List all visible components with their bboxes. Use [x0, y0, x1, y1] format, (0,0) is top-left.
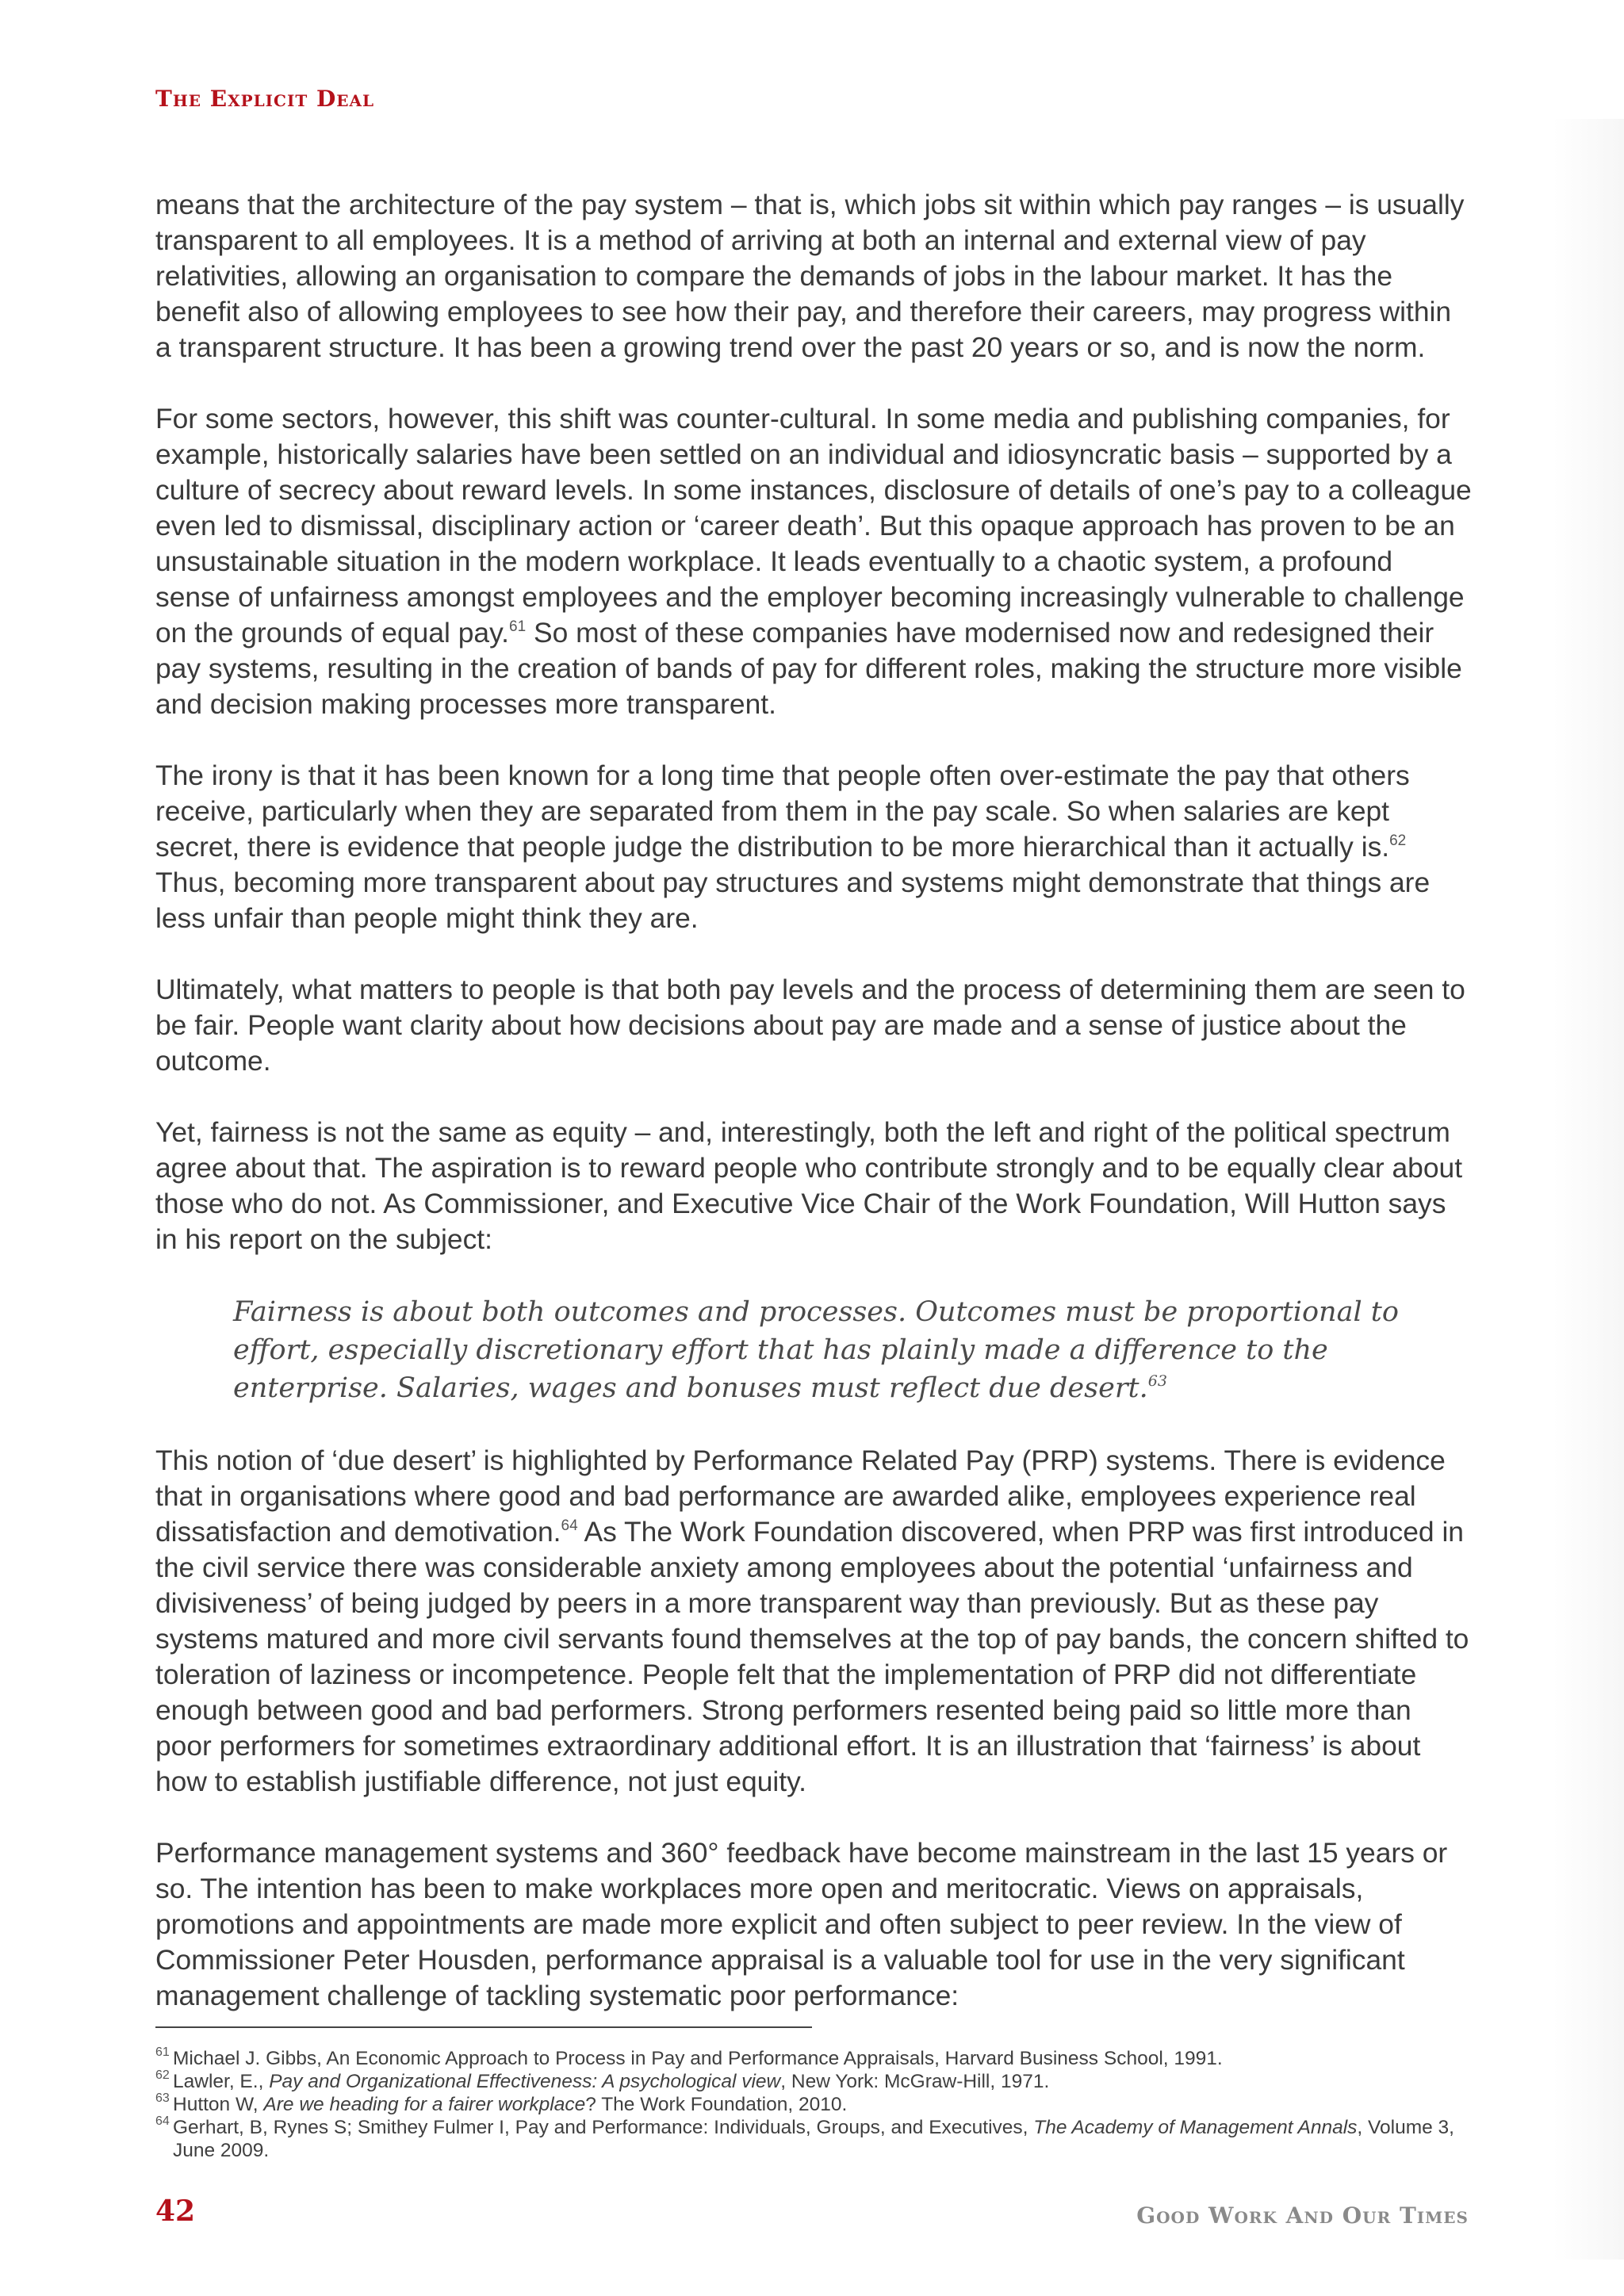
- paragraph-2-text-b: So most of these companies have modernised now and redesigned their pay systems, resulting in the creation of bands of pay for different roles, making the structure more visible and decision making processes more transparent.: [155, 617, 1462, 720]
- footnote-64: [155, 2116, 1456, 2162]
- footnote-divider: [155, 2026, 812, 2028]
- footnote-62: [155, 2070, 1456, 2093]
- paragraph-3-text-a: The irony is that it has been known for a long time that people often over-estimate the pay that others receive, particularly when they are separated from them in the pay scale. So when salaries are kept secret, there is evidence that people judge the distribution to be more hierarchical than it actually is.: [155, 760, 1410, 863]
- paragraph-6-text-b: As The Work Foundation discovered, when PRP was first introduced in the civil service there was considerable anxiety among employees about the potential ‘unfairness and divisiveness’ of being judged by peers in a more transparent way than previously. But as these pay systems matured and more civil servants found themselves at the top of pay bands, the concern shifted to toleration of laziness or incompetence. People felt that the implementation of PRP did not differentiate enough between good and bad performers. Strong performers resented being paid so little more than poor performers for sometimes extraordinary additional effort. It is an illustration that ‘fairness’ is about how to establish justifiable difference, not just equity.: [155, 1516, 1469, 1797]
- paragraph-5: Yet, fairness is not the same as equity – and, interestingly, both the left and right of the political spectrum agree about that. The aspiration is to reward people who contribute strongly and to be equally clear about those who do not. As Commissioner, and Executive Vice Chair of the Work Foundation, Will Hutton says in his report on the subject:: [155, 1116, 1463, 1255]
- footnote-ref-62[interactable]: 62: [1389, 832, 1407, 849]
- footnotes: [155, 2047, 1456, 2162]
- footnote-63: [155, 2093, 1456, 2116]
- paragraph-2: [155, 401, 1472, 722]
- footnote-ref-63[interactable]: 63: [1147, 1372, 1167, 1390]
- footnote-text-end: , Volume 3, June 2009.: [173, 2117, 1454, 2161]
- running-footer-title: Good Work And Our Times: [1136, 2202, 1469, 2229]
- footnote-text: Hutton W,: [173, 2094, 264, 2115]
- footnote-ref-61[interactable]: 61: [509, 618, 527, 635]
- footnote-number: 64: [155, 2114, 170, 2128]
- footnote-number: 61: [155, 2045, 170, 2059]
- paragraph-3: [155, 758, 1472, 936]
- paragraph-1: means that the architecture of the pay system – that is, which jobs sit within which pay ranges – is usually transparent to all employees. It is a method of arriving at both an internal and external view of pay relativities, allowing an organisation to compare the demands of jobs in the labour market. It has the benefit also of allowing employees to see how their pay, and therefore their careers, may progress within a transparent structure. It has been a growing trend over the past 20 years or so, and is now the norm.: [155, 189, 1465, 363]
- paragraph-2-text-a: For some sectors, however, this shift was counter-cultural. In some media and publishing companies, for example, historically salaries have been settled on an individual and idiosyncratic basis – supported by a culture of secrecy about reward levels. In some instances, disclosure of details of one’s pay to a colleague even led to dismissal, disciplinary action or ‘career death’. But this opaque approach has proven to be an unsustainable situation in the modern workplace. It leads eventually to a chaotic system, a profound sense of unfairness amongst employees and the employer becoming increasingly vulnerable to challenge on the grounds of equal pay.: [155, 403, 1472, 649]
- footnote-text-end: ? The Work Foundation, 2010.: [585, 2094, 848, 2115]
- running-header-title: The Explicit Deal: [155, 86, 375, 112]
- body-text: [155, 187, 1472, 2049]
- footnote-title: The Academy of Management Annals: [1033, 2117, 1358, 2138]
- page-edge-shade: [1553, 119, 1624, 2260]
- block-quote-text: Fairness is about both outcomes and processes. Outcomes must be proportional to effort, especially discretionary effort that has plainly made a difference to the enterprise. Salaries, wages and bonuses must reflect due desert.: [233, 1296, 1399, 1404]
- paragraph-6-text-a: This notion of ‘due desert’ is highlighted by Performance Related Pay (PRP) systems. There is evidence that in organisations where good and bad performance are awarded alike, employees experience real dissatisfaction and demotivation.: [155, 1445, 1446, 1548]
- paragraph-4: Ultimately, what matters to people is that both pay levels and the process of determining them are seen to be fair. People want clarity about how decisions about pay are made and a sense of justice about the outcome.: [155, 974, 1465, 1077]
- footnote-ref-64[interactable]: 64: [561, 1517, 578, 1534]
- footnote-title: Pay and Organizational Effectiveness: A psychological view: [269, 2071, 781, 2092]
- paragraph-7: Performance management systems and 360° feedback have become mainstream in the last 15 years or so. The intention has been to make workplaces more open and meritocratic. Views on appraisals, promotions and appointments are made more explicit and often subject to peer review. In the view of Commissioner Peter Housden, performance appraisal is a valuable tool for use in the very significant management challenge of tackling systematic poor performance:: [155, 1837, 1448, 2011]
- footnote-number: 62: [155, 2068, 170, 2082]
- footnote-number: 63: [155, 2091, 170, 2105]
- footnote-text: Gerhart, B, Rynes S; Smithey Fulmer I, Pay and Performance: Individuals, Groups, and Executives,: [173, 2117, 1034, 2138]
- block-quote: [233, 1293, 1478, 1407]
- paragraph-3-text-b: Thus, becoming more transparent about pay structures and systems might demonstrate that things are less unfair than people might think they are.: [155, 867, 1431, 934]
- page-number: 42: [155, 2195, 196, 2228]
- footnote-text: Michael J. Gibbs, An Economic Approach to Process in Pay and Performance Appraisals, Harvard Business School, 1991.: [173, 2048, 1223, 2069]
- footnote-text-end: , New York: McGraw-Hill, 1971.: [780, 2071, 1050, 2092]
- footnote-text: Lawler, E.,: [173, 2071, 270, 2092]
- footnote-title: Are we heading for a fairer workplace: [263, 2094, 586, 2115]
- footnote-61: [155, 2047, 1456, 2070]
- paragraph-6: [155, 1443, 1472, 1800]
